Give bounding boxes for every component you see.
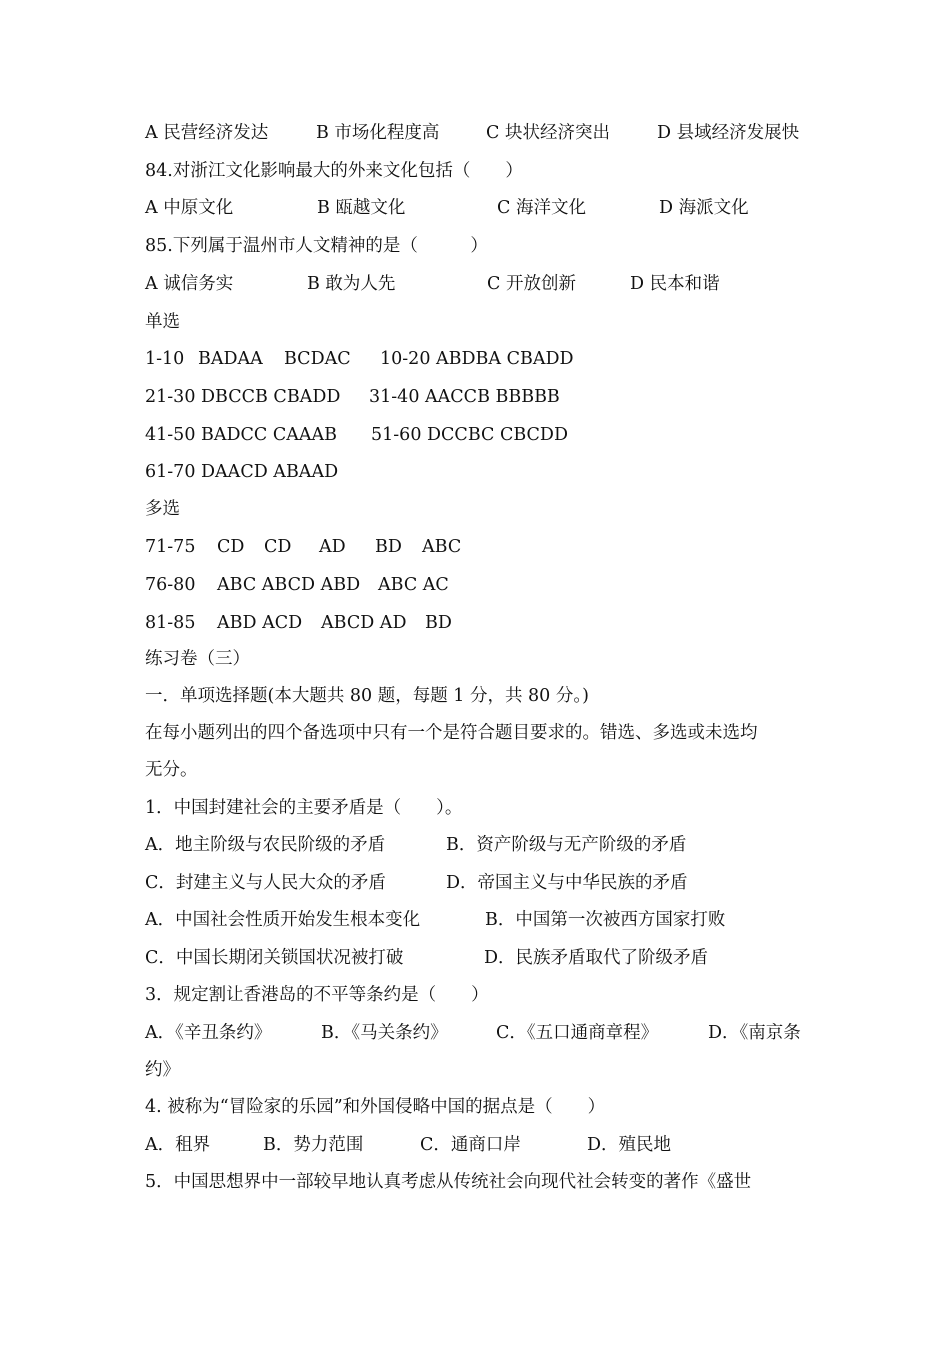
- answer-group: 51-60 DCCBC CBCDD: [371, 425, 568, 445]
- answer-group: CD: [217, 537, 245, 557]
- q83-option-a: A 民营经济发达: [145, 123, 269, 143]
- q3-option-c: C．《五口通商章程》: [496, 1023, 659, 1043]
- q83-option-b: B 市场化程度高: [316, 123, 440, 143]
- q85-option-b: B 敢为人先: [307, 274, 396, 294]
- answer-range: 76-80: [145, 575, 196, 595]
- q84-option-d: D 海派文化: [659, 198, 749, 218]
- instructions-line-2: 无分。: [145, 760, 198, 780]
- section-heading: 一．单项选择题(本大题共 80 题，每题 1 分，共 80 分。): [145, 686, 589, 706]
- q3-option-d-wrap: 约》: [145, 1060, 180, 1080]
- answer-range: 1-10: [145, 349, 185, 369]
- q84-stem: 84.对浙江文化影响最大的外来文化包括（ ）: [145, 161, 523, 181]
- q85-option-d: D 民本和谐: [630, 274, 720, 294]
- q2-option-b: B．中国第一次被西方国家打败: [485, 910, 726, 930]
- instructions-line-1: 在每小题列出的四个备选项中只有一个是符合题目要求的。错选、多选或未选均: [145, 723, 758, 743]
- answer-group: AD: [319, 537, 346, 557]
- answer-group: CD: [264, 537, 292, 557]
- q2-option-c: C．中国长期闭关锁国状况被打破: [145, 948, 404, 968]
- q84-option-c: C 海洋文化: [497, 198, 586, 218]
- q3-option-b: B．《马关条约》: [321, 1023, 448, 1043]
- answer-group: 41-50 BADCC CAAAB: [145, 425, 338, 445]
- answer-group: 31-40 AACCB BBBBB: [369, 387, 560, 407]
- answer-group: 21-30 DBCCB CBADD: [145, 387, 341, 407]
- answer-group: BD: [425, 613, 452, 633]
- q1-option-c: C．封建主义与人民大众的矛盾: [145, 873, 386, 893]
- q1-option-a: A．地主阶级与农民阶级的矛盾: [145, 835, 386, 855]
- q2-option-a: A．中国社会性质开始发生根本变化: [145, 910, 421, 930]
- q5-stem: 5．中国思想界中一部较早地认真考虑从传统社会向现代社会转变的著作《盛世: [145, 1172, 752, 1192]
- q4-option-b: B．势力范围: [263, 1135, 364, 1155]
- answer-group: ABC ABCD ABD: [217, 575, 361, 595]
- single-choice-heading: 单选: [145, 312, 180, 332]
- answer-group: ABC AC: [378, 575, 449, 595]
- q84-option-b: B 瓯越文化: [317, 198, 406, 218]
- answer-group: BCDAC: [284, 349, 351, 369]
- answer-group: 61-70 DAACD ABAAD: [145, 462, 339, 482]
- q1-stem: 1．中国封建社会的主要矛盾是（ ）。: [145, 798, 463, 818]
- answer-group: 10-20 ABDBA CBADD: [380, 349, 574, 369]
- q85-option-a: A 诚信务实: [145, 274, 234, 294]
- q3-stem: 3．规定割让香港岛的不平等条约是（ ）: [145, 985, 489, 1005]
- answer-range: 71-75: [145, 537, 196, 557]
- q1-option-b: B．资产阶级与无产阶级的矛盾: [446, 835, 687, 855]
- q2-option-d: D．民族矛盾取代了阶级矛盾: [484, 948, 709, 968]
- q3-option-a: A．《辛丑条约》: [145, 1023, 272, 1043]
- multi-choice-heading: 多选: [145, 499, 180, 519]
- q3-option-d: D．《南京条: [708, 1023, 801, 1043]
- exercise-title: 练习卷（三）: [145, 649, 250, 669]
- q85-stem: 85.下列属于温州市人文精神的是（ ）: [145, 236, 488, 256]
- q4-option-a: A．租界: [145, 1135, 211, 1155]
- q85-option-c: C 开放创新: [487, 274, 576, 294]
- q83-option-d: D 县域经济发展快: [657, 123, 800, 143]
- q4-option-c: C．通商口岸: [420, 1135, 521, 1155]
- q4-option-d: D．殖民地: [587, 1135, 672, 1155]
- answer-range: 81-85: [145, 613, 196, 633]
- answer-group: BADAA: [198, 349, 263, 369]
- answer-group: ABD ACD: [217, 613, 303, 633]
- q84-option-a: A 中原文化: [145, 198, 234, 218]
- q4-stem: 4. 被称为“冒险家的乐园”和外国侵略中国的据点是（ ）: [145, 1097, 606, 1117]
- answer-group: BD: [375, 537, 402, 557]
- answer-group: ABCD AD: [321, 613, 407, 633]
- q83-option-c: C 块状经济突出: [486, 123, 610, 143]
- answer-group: ABC: [422, 537, 462, 557]
- q1-option-d: D．帝国主义与中华民族的矛盾: [446, 873, 688, 893]
